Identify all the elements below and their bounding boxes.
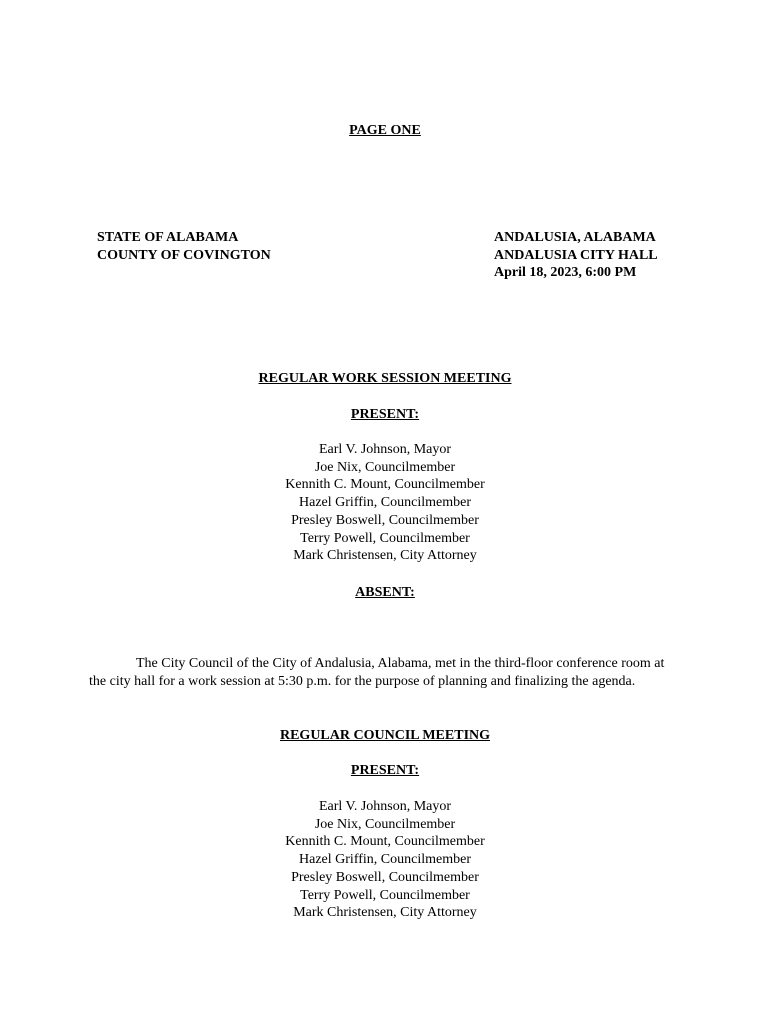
- attendee: Mark Christensen, City Attorney: [293, 548, 477, 564]
- attendee: Earl V. Johnson, Mayor: [318, 442, 452, 457]
- page-heading: PAGE ONE: [349, 123, 421, 138]
- work-session-present-label: PRESENT:: [350, 407, 420, 422]
- attendee: Hazel Griffin, Councilmember: [299, 852, 471, 868]
- attendee: Earl V. Johnson, Mayor: [318, 799, 452, 814]
- attendee: Kennith C. Mount, Councilmember: [285, 834, 485, 850]
- header-left: [97, 229, 271, 264]
- attendee: Joe Nix, Councilmember: [314, 816, 456, 832]
- attendee: Terry Powell, Councilmember: [300, 530, 470, 546]
- attendee: Mark Christensen, City Attorney: [293, 905, 477, 921]
- attendee: Joe Nix, Councilmember: [314, 459, 456, 475]
- council-meeting-title: REGULAR COUNCIL MEETING: [279, 728, 491, 743]
- county-label: COUNTY OF COVINGTON: [97, 247, 271, 263]
- work-session-absent-label: ABSENT:: [355, 585, 415, 600]
- attendee: Presley Boswell, Councilmember: [291, 512, 479, 528]
- council-meeting-present-list: [0, 798, 770, 922]
- attendee: Kennith C. Mount, Councilmember: [285, 477, 485, 493]
- work-session-paragraph: [89, 655, 674, 690]
- attendee: Hazel Griffin, Councilmember: [299, 495, 471, 511]
- attendee: Terry Powell, Councilmember: [300, 887, 470, 903]
- state-label: STATE OF ALABAMA: [97, 230, 239, 245]
- work-session-present-list: [0, 441, 770, 565]
- city-label: ANDALUSIA, ALABAMA: [494, 230, 656, 245]
- venue-label: ANDALUSIA CITY HALL: [494, 247, 658, 263]
- meeting-datetime: April 18, 2023, 6:00 PM: [494, 265, 637, 281]
- attendee: Presley Boswell, Councilmember: [291, 869, 479, 885]
- header-right: [494, 229, 658, 282]
- work-session-title: REGULAR WORK SESSION MEETING: [258, 371, 512, 386]
- work-session-paragraph-text: The City Council of the City of Andalusia, Alabama, met in the third-floor conference room at the city hall for a work session at 5:30 p.m. for the purpose of planning and finalizing the agenda.: [89, 656, 665, 689]
- council-meeting-present-label: PRESENT:: [350, 763, 420, 778]
